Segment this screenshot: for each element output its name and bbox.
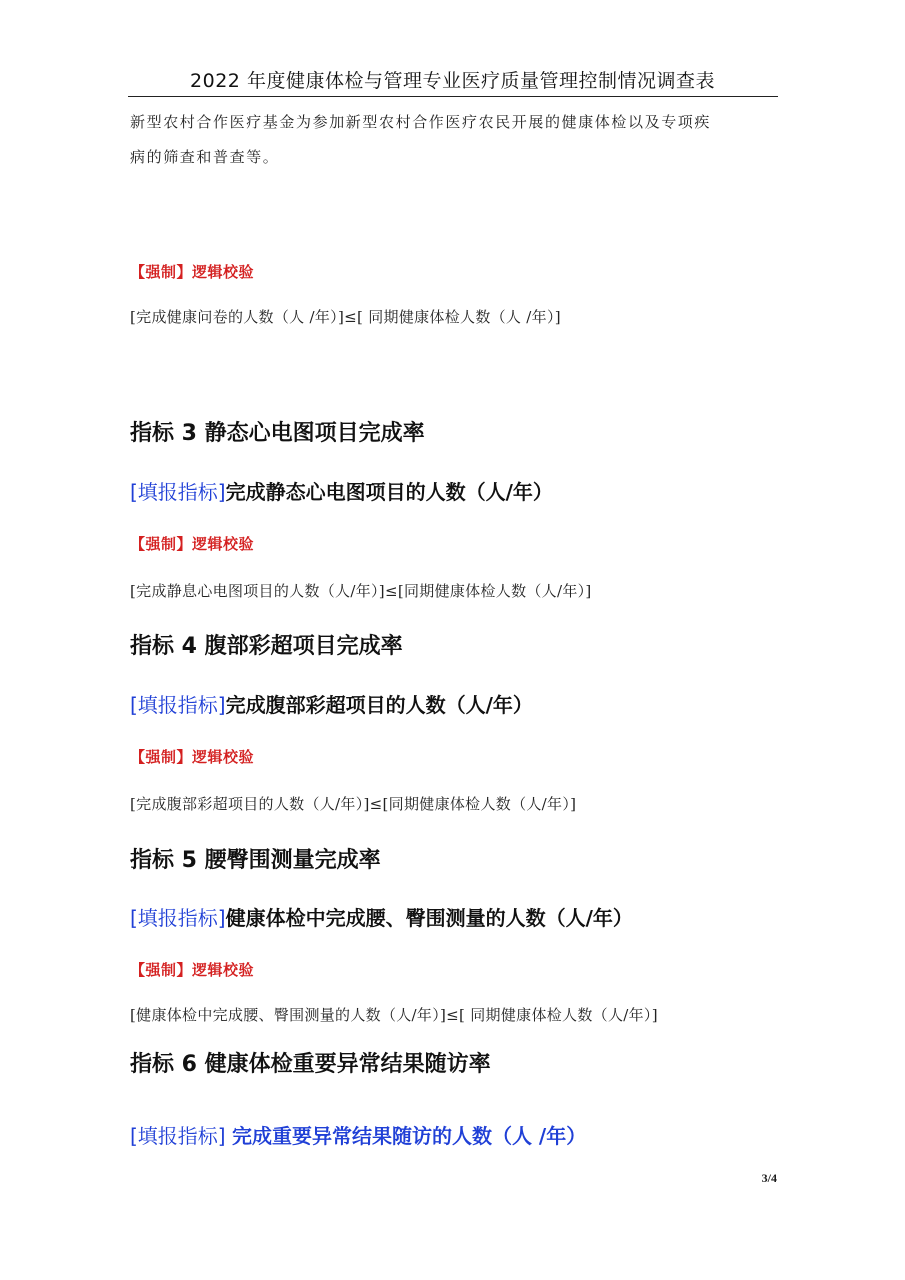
indicator-heading: 指标 4 腹部彩超项目完成率 bbox=[130, 634, 403, 659]
report-indicator bbox=[130, 1120, 586, 1149]
report-indicator-text: 健康体检中完成腰、臀围测量的人数（人/年） bbox=[225, 906, 633, 930]
logic-check-formula: [完成腹部彩超项目的人数（人/年）]≤[同期健康体检人数（人/年）] bbox=[130, 795, 577, 813]
intro-text-line-1: 新型农村合作医疗基金为参加新型农村合作医疗农民开展的健康体检以及专项疾 bbox=[130, 113, 712, 131]
report-indicator-tag: [填报指标] bbox=[130, 480, 226, 504]
logic-check-formula: [完成静息心电图项目的人数（人/年）]≤[同期健康体检人数（人/年）] bbox=[130, 582, 592, 600]
report-indicator-tag: [填报指标] bbox=[130, 906, 226, 930]
logic-check-label: 【强制】逻辑校验 bbox=[130, 263, 255, 281]
logic-check-label: 【强制】逻辑校验 bbox=[130, 748, 255, 766]
logic-check-formula: [健康体检中完成腰、臀围测量的人数（人/年）]≤[ 同期健康体检人数（人/年）] bbox=[130, 1006, 658, 1024]
logic-check-label: 【强制】逻辑校验 bbox=[130, 961, 255, 979]
indicator-heading: 指标 5 腰臀围测量完成率 bbox=[130, 848, 381, 873]
indicator-heading: 指标 3 静态心电图项目完成率 bbox=[130, 421, 425, 446]
report-indicator-text: 完成静态心电图项目的人数（人/年） bbox=[225, 480, 553, 504]
page-header-title: 2022 年度健康体检与管理专业医疗质量管理控制情况调查表 bbox=[190, 70, 715, 92]
report-indicator bbox=[130, 689, 533, 718]
report-indicator-tag: [填报指标] bbox=[130, 693, 226, 717]
report-indicator-text: 完成重要异常结果随访的人数（人 /年） bbox=[231, 1124, 587, 1148]
report-indicator bbox=[130, 902, 633, 931]
report-indicator-tag: [填报指标] bbox=[130, 1124, 232, 1148]
logic-check-label: 【强制】逻辑校验 bbox=[130, 535, 255, 553]
logic-check-formula: [完成健康问卷的人数（人 /年）]≤[ 同期健康体检人数（人 /年）] bbox=[130, 308, 561, 326]
intro-text-line-2: 病的筛查和普查等。 bbox=[130, 148, 280, 166]
report-indicator-text: 完成腹部彩超项目的人数（人/年） bbox=[225, 693, 533, 717]
page-number: 3/4 bbox=[761, 1171, 777, 1185]
report-indicator bbox=[130, 476, 553, 505]
header-divider bbox=[128, 96, 778, 97]
indicator-heading: 指标 6 健康体检重要异常结果随访率 bbox=[130, 1052, 491, 1077]
